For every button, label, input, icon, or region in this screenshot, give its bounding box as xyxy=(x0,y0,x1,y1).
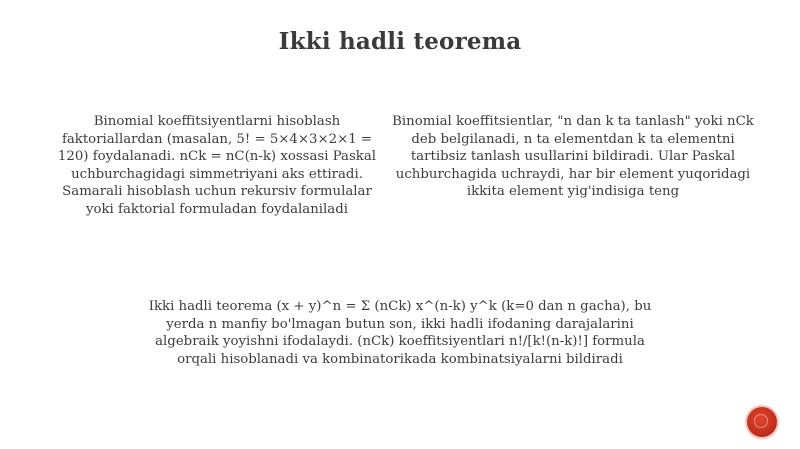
nav-circle-button-icon[interactable] xyxy=(747,407,777,437)
bottom-paragraph: Ikki hadli teorema (x + y)^n = Σ (nCk) x^(n-k) y^k (k=0 dan n gacha), bu yerda n manfiy bo'lmagan butun son, ikki hadli ifodaning darajalarini algebraik yoyishni ifodalaydi. (nCk) koeffitsiyentlari n!/[k!(n-k)!] formula orqali hisoblanadi va kombinatorikada kombinatsiyalarni bildiradi xyxy=(148,299,652,367)
left-paragraph: Binomial koeffitsiyentlarni hisoblash faktoriallardan (masalan, 5! = 5×4×3×2×1 = 120) foydalanadi. nCk = nC(n-k) xossasi Paskal uchburchagidagi simmetriyani aks ettiradi. Samarali hisoblash uchun rekursiv formulalar yoki faktorial formuladan foydalaniladi xyxy=(57,114,377,217)
right-paragraph: Binomial koeffitsientlar, "n dan k ta tanlash" yoki nCk deb belgilanadi, n ta elementdan k ta elementni tartibsiz tanlash usullarini bildiradi. Ular Paskal uchburchagida uchraydi, har bir element yuqoridagi ikkita element yig'indisiga teng xyxy=(392,114,754,200)
slide-title: Ikki hadli teorema xyxy=(278,28,522,55)
